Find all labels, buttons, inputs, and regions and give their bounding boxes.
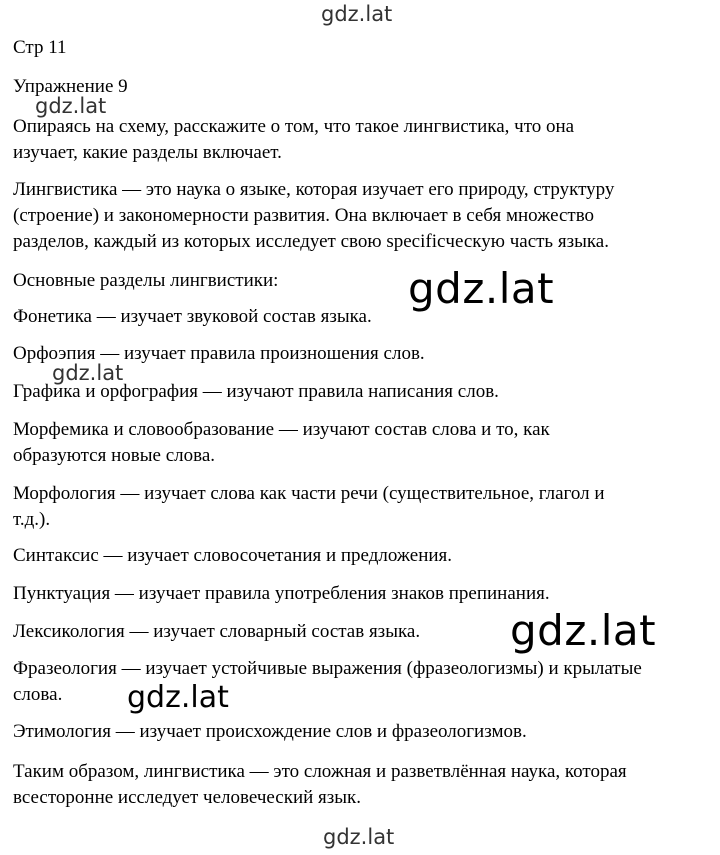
task-line-2: изучает, какие разделы включает.: [13, 142, 282, 163]
intro-line-2: (строение) и закономерности развития. Она включает в себя множество: [13, 205, 595, 226]
watermark-right-large: gdz.lat: [510, 606, 657, 655]
conclusion-line-2: всесторонне исследует человеческий язык.: [13, 787, 362, 808]
watermark-center-large: gdz.lat: [408, 264, 555, 313]
section-morphemics-line-1: Морфемика и словообразование — изучают состав слова и то, как: [13, 419, 550, 440]
section-phraseology-line-2: слова.: [13, 684, 63, 705]
page-reference: Стр 11: [13, 37, 67, 58]
section-etymology: Этимология — изучает происхождение слов и фразеологизмов.: [13, 721, 527, 742]
exercise-title: Упражнение 9: [13, 76, 128, 97]
watermark-left-middle: gdz.lat: [52, 361, 124, 385]
sections-heading: Основные разделы лингвистики:: [13, 270, 279, 291]
section-morphemics-line-2: образуются новые слова.: [13, 445, 216, 466]
watermark-bottom: gdz.lat: [323, 825, 395, 849]
watermark-left-lower: gdz.lat: [127, 680, 229, 715]
task-line-1: Опираясь на схему, расскажите о том, что такое лингвистика, что она: [13, 116, 575, 137]
section-phraseology-line-1: Фразеология — изучает устойчивые выражения (фразеологизмы) и крылатые: [13, 658, 642, 679]
section-syntax: Синтаксис — изучает словосочетания и предложения.: [13, 545, 453, 566]
section-morphology-line-1: Морфология — изучает слова как части речи (существительное, глагол и: [13, 483, 605, 504]
section-graphics: Графика и орфография — изучают правила написания слов.: [13, 381, 499, 402]
intro-line-1: Лингвистика — это наука о языке, которая изучает его природу, структуру: [13, 179, 615, 200]
intro-line-3: разделов, каждый из которых исследует свою specificческую часть языка.: [13, 231, 609, 252]
section-morphology-line-2: т.д.).: [13, 509, 51, 530]
watermark-top: gdz.lat: [321, 2, 393, 26]
section-lexicology: Лексикология — изучает словарный состав языка.: [13, 621, 421, 642]
section-punctuation: Пунктуация — изучает правила употребления знаков препинания.: [13, 583, 550, 604]
section-phonetics: Фонетика — изучает звуковой состав языка.: [13, 306, 372, 327]
conclusion-line-1: Таким образом, лингвистика — это сложная и разветвлённая наука, которая: [13, 761, 627, 782]
section-orthoepy: Орфоэпия — изучает правила произношения слов.: [13, 343, 425, 364]
watermark-left-upper: gdz.lat: [35, 94, 107, 118]
